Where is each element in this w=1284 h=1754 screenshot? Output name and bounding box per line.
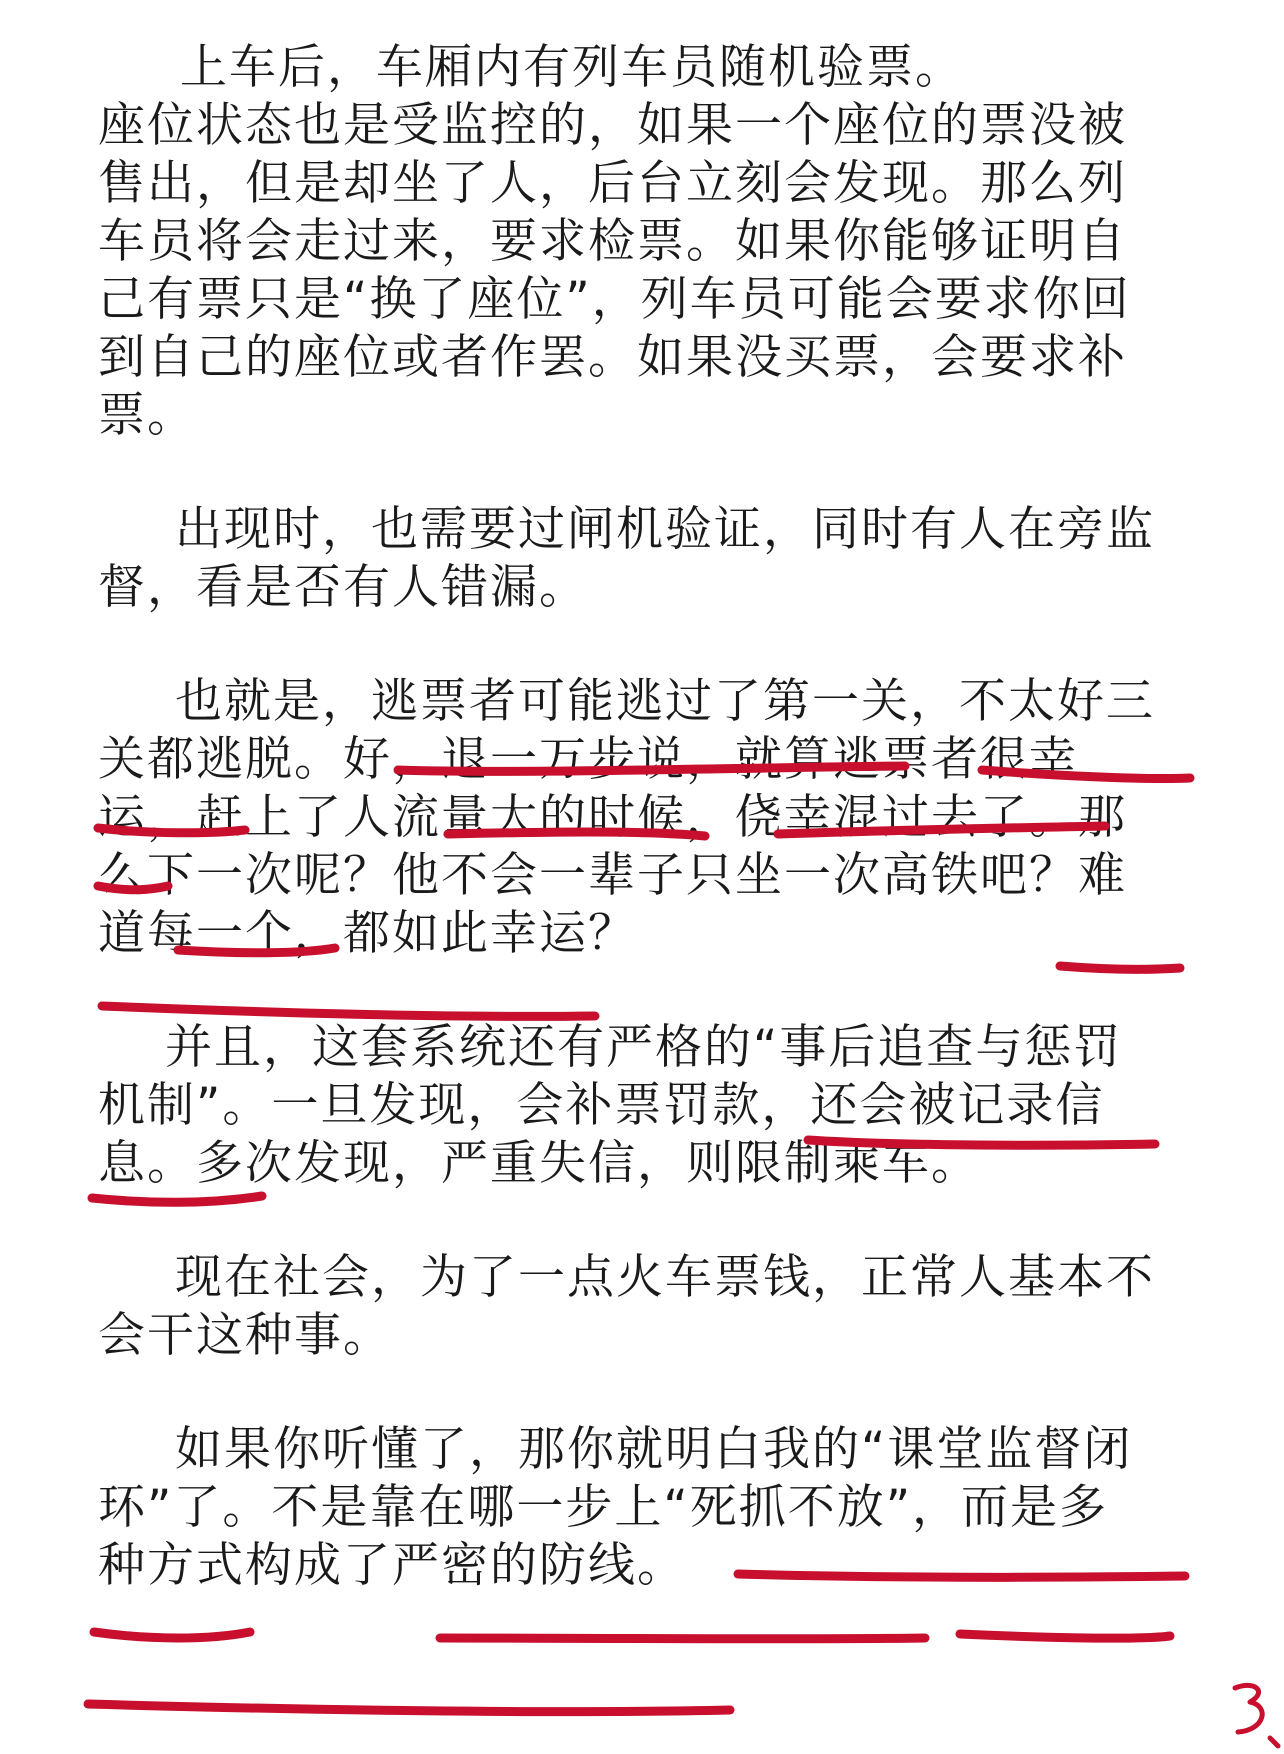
red-underline xyxy=(738,1574,1185,1577)
red-underline xyxy=(1060,966,1180,969)
text-line: 售出，但是却坐了人，后台立刻会发现。那么列 xyxy=(98,156,1127,211)
handwritten-mark xyxy=(1235,1685,1262,1732)
text-line: 上车后，车厢内有列车员随机验票。 xyxy=(180,40,964,95)
text-line: 并且，这套系统还有严格的“事后追查与惩罚 xyxy=(165,1020,1123,1075)
text-line: 己有票只是“换了座位”，列车员可能会要求你回 xyxy=(98,272,1131,327)
text-line: 如果你听懂了，那你就明白我的“课堂监督闭 xyxy=(175,1422,1133,1477)
text-line: 座位状态也是受监控的，如果一个座位的票没被 xyxy=(98,98,1127,153)
text-line: 道每一个，都如此幸运？ xyxy=(98,906,637,961)
red-underline xyxy=(440,1638,925,1639)
text-line: 机制”。一旦发现，会补票罚款，还会被记录信 xyxy=(98,1078,1105,1133)
text-line: 票。 xyxy=(98,388,196,443)
text-line: 会干这种事。 xyxy=(98,1308,392,1363)
handwritten-mark xyxy=(1270,1738,1278,1746)
text-line: 关都逃脱。好，退一万步说，就算逃票者很幸 xyxy=(98,732,1078,787)
red-underline xyxy=(102,1006,595,1016)
text-line: 也就是，逃票者可能逃过了第一关，不太好三 xyxy=(175,674,1155,729)
red-underline xyxy=(88,1704,730,1712)
text-line: 车员将会走过来，要求检票。如果你能够证明自 xyxy=(98,214,1127,269)
text-line: 么下一次呢？他不会一辈子只坐一次高铁吧？难 xyxy=(98,848,1127,903)
text-line: 现在社会，为了一点火车票钱，正常人基本不 xyxy=(175,1250,1155,1305)
red-underline xyxy=(92,1196,262,1202)
text-line: 督，看是否有人错漏。 xyxy=(98,560,588,615)
text-line: 运，赶上了人流量大的时候，侥幸混过去了。那 xyxy=(98,790,1127,845)
text-line: 出现时，也需要过闸机验证，同时有人在旁监 xyxy=(175,502,1155,557)
text-line: 种方式构成了严密的防线。 xyxy=(98,1538,686,1593)
text-line: 到自己的座位或者作罢。如果没买票，会要求补 xyxy=(98,330,1127,385)
red-underline xyxy=(94,1632,250,1638)
text-line: 环”了。不是靠在哪一步上“死抓不放”，而是多 xyxy=(98,1480,1109,1535)
red-underline xyxy=(960,1634,1170,1638)
text-line: 息。多次发现，严重失信，则限制乘车。 xyxy=(98,1136,980,1191)
